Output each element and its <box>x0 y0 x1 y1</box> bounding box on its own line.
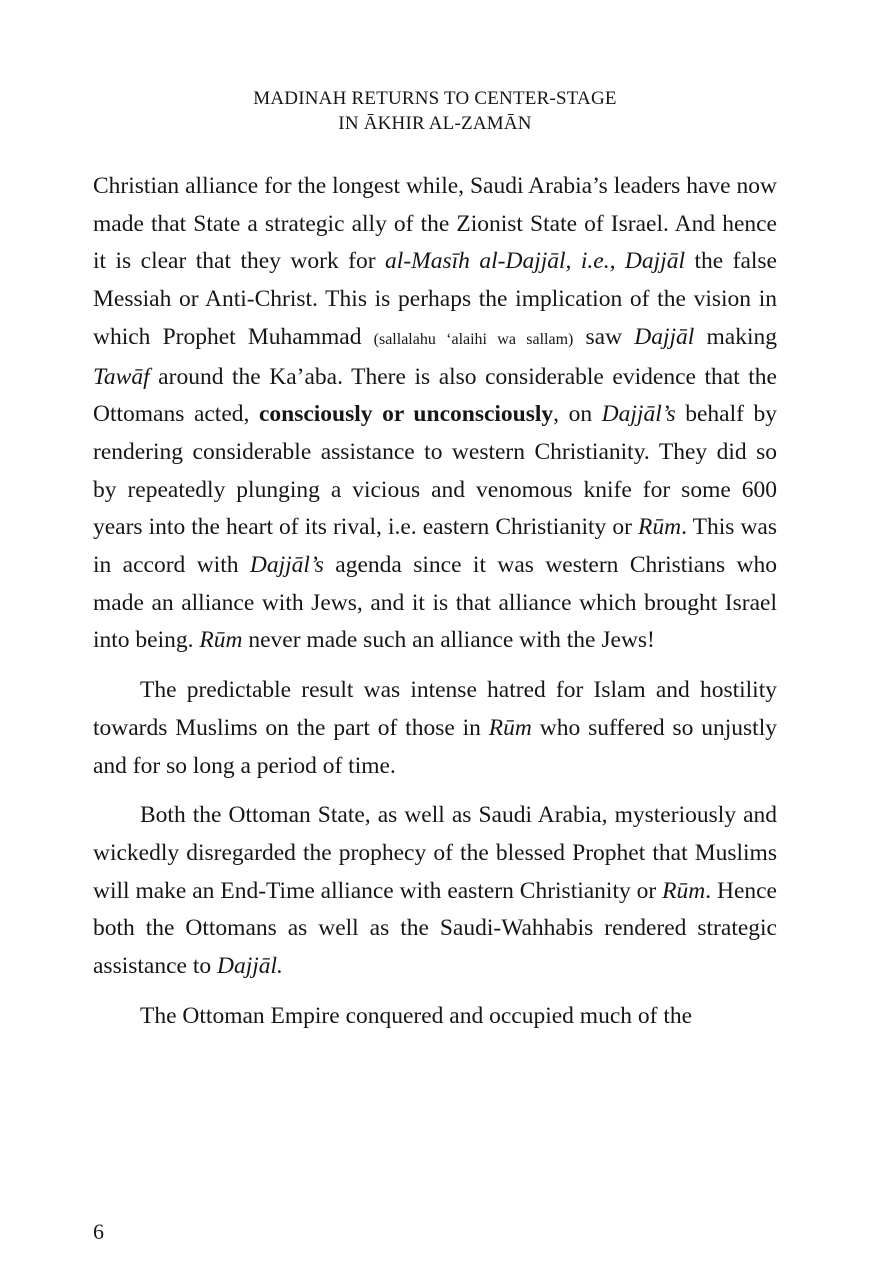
text-run: Both the Ottoman State, as well as Saudi Arabia, mysteriously and wickedly disregarded the prophecy of the blessed Prophet that Muslims will make an End-Time alliance with eastern Christianity or <box>93 802 777 904</box>
running-head <box>0 86 870 136</box>
text-run: making <box>694 323 777 350</box>
paragraph-4 <box>93 998 777 1036</box>
honorific: (sallalahu ‘alaihi wa sallam) <box>373 330 574 348</box>
running-head-line-2: IN ĀKHIR AL-ZAMĀN <box>338 113 532 134</box>
body-text <box>93 168 777 1035</box>
text-run: The Ottoman Empire conquered and occupied much of the <box>140 1002 693 1029</box>
paragraph-3 <box>93 797 777 986</box>
text-run: around the Ka’aba. There is also considerable evidence that the Ottomans acted, <box>93 363 777 428</box>
page-number: 6 <box>93 1219 104 1244</box>
italic-term: Rūm <box>638 514 682 541</box>
text-run: . This was in accord with <box>93 514 777 579</box>
italic-term: Tawāf <box>93 363 150 390</box>
text-run: Christian alliance for the longest while, Saudi Arabia’s leaders have now made that State a strategic ally of the Zionist State of Israel. And hence it is clear that they work for <box>93 173 777 275</box>
italic-term: Dajjāl <box>634 323 695 350</box>
italic-term: Rūm <box>488 714 532 741</box>
italic-term: Dajjāl’s <box>249 552 324 579</box>
italic-term: Dajjāl. <box>217 953 283 980</box>
paragraph-1 <box>93 168 777 660</box>
text-run: who suffered so unjustly and for so long a period of time. <box>93 714 777 779</box>
running-head-line-1: MADINAH RETURNS TO CENTER-STAGE <box>253 88 617 109</box>
paragraph-2 <box>93 672 777 785</box>
bold-phrase: consciously or unconsciously <box>258 401 554 428</box>
text-run: , on <box>553 401 602 428</box>
text-run: never made such an alliance with the Jews! <box>242 627 655 654</box>
text-run: the false Messiah or Anti-Christ. This is perhaps the implication of the vision in which Prophet Muhammad <box>93 248 777 350</box>
italic-term: al-Masīh al-Dajjāl, i.e., Dajjāl <box>385 248 685 275</box>
text-run: behalf by rendering considerable assistance to western Christianity. They did so by repeatedly plunging a vicious and venomous knife for some 600 years into the heart of its rival, i.e. eastern Christianity or <box>93 401 778 541</box>
italic-term: Rūm <box>662 877 706 904</box>
text-run: agenda since it was western Christians who made an alliance with Jews, and it is that alliance which brought Israel into being. <box>93 552 777 654</box>
text-run: saw <box>573 323 635 350</box>
text-run: The predictable result was intense hatred for Islam and hostility towards Muslims on the part of those in <box>93 677 777 741</box>
italic-term: Rūm <box>199 627 243 654</box>
italic-term: Dajjāl’s <box>601 401 676 428</box>
text-run: . Hence both the Ottomans as well as the Saudi-Wahhabis rendered strategic assistance to <box>93 877 777 980</box>
